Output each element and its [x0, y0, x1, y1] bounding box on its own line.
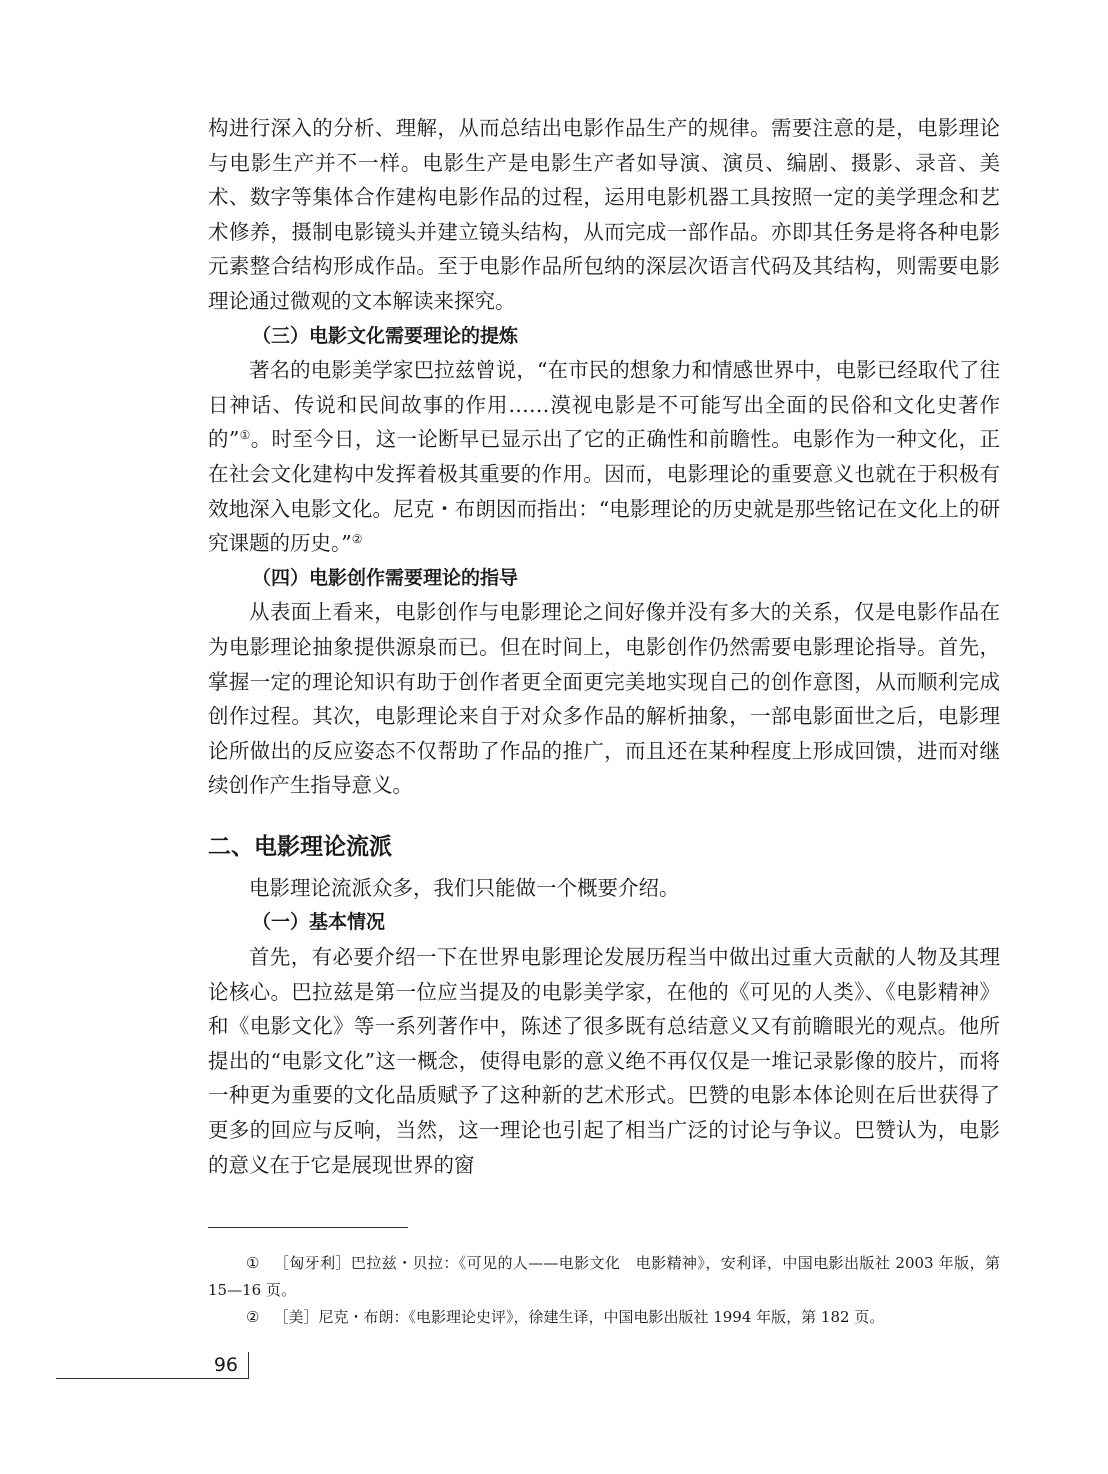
footnote-ref-1[interactable]: ①	[239, 428, 251, 443]
subheading-1: （一）基本情况	[252, 911, 386, 934]
paragraph-balazs	[208, 353, 1000, 561]
footnote-1	[208, 1250, 1000, 1304]
section-heading-2: 二、电影理论流派	[208, 833, 392, 860]
subheading-4: （四）电影创作需要理论的指导	[252, 566, 519, 589]
footnote-divider	[208, 1227, 408, 1228]
footnote-ref-2[interactable]: ②	[351, 532, 363, 547]
paragraph-balazs-a: 著名的电影美学家巴拉兹曾说，“在市民的想象力和情感世界中，电影已经取代了往日神话、传说和民间故事的作用……漠视电影是不可能写出全面的民俗和文化史著作的”	[208, 358, 1000, 452]
page-number: 96	[213, 1354, 238, 1376]
footnote-2-text: ［美］尼克・布朗：《电影理论史评》，徐建生译，中国电影出版社 1994 年版，第 182 页。	[273, 1308, 885, 1326]
footnote-2	[208, 1304, 1000, 1331]
paragraph-intro: 电影理论流派众多，我们只能做一个概要介绍。	[249, 875, 680, 900]
paragraph-basic: 首先，有必要介绍一下在世界电影理论发展历程当中做出过重大贡献的人物及其理论核心。巴拉兹是第一位应当提及的电影美学家，在他的《可见的人类》、《电影精神》和《电影文化》等一系列著作中，陈述了很多既有总结意义又有前瞻眼光的观点。他所提出的“电影文化”这一概念，使得电影的意义绝不再仅仅是一堆记录影像的胶片，而将一种更为重要的文化品质赋予了这种新的艺术形式。巴赞的电影本体论则在后世获得了更多的回应与反响，当然，这一理论也引起了相当广泛的讨论与争议。巴赞认为，电影的意义在于它是展现世界的窗	[208, 945, 1000, 1177]
footnote-2-mark: ②	[246, 1308, 260, 1326]
body-text	[208, 111, 1000, 1182]
page-number-box	[56, 1352, 249, 1379]
paragraph-continued: 构进行深入的分析、理解，从而总结出电影作品生产的规律。需要注意的是，电影理论与电影生产并不一样。电影生产是电影生产者如导演、演员、编剧、摄影、录音、美术、数字等集体合作建构电影作品的过程，运用电影机器工具按照一定的美学理念和艺术修养，摄制电影镜头并建立镜头结构，从而完成一部作品。亦即其任务是将各种电影元素整合结构形成作品。至于电影作品所包纳的深层次语言代码及其结构，则需要电影理论通过微观的文本解读来探究。	[208, 116, 1000, 313]
paragraph-creation: 从表面上看来，电影创作与电影理论之间好像并没有多大的关系，仅是电影作品在为电影理论抽象提供源泉而已。但在时间上，电影创作仍然需要电影理论指导。首先，掌握一定的理论知识有助于创作者更全面更完美地实现自己的创作意图，从而顺利完成创作过程。其次，电影理论来自于对众多作品的解析抽象，一部电影面世之后，电影理论所做出的反应姿态不仅帮助了作品的推广，而且还在某种程度上形成回馈，进而对继续创作产生指导意义。	[208, 600, 1000, 798]
paragraph-balazs-b: 。时至今日，这一论断早已显示出了它的正确性和前瞻性。电影作为一种文化，正在社会文化建构中发挥着极其重要的作用。因而，电影理论的重要意义也就在于积极有效地深入电影文化。尼克・布朗因而指出：“电影理论的历史就是那些铭记在文化上的研究课题的历史。”	[208, 427, 1000, 556]
subheading-3: （三）电影文化需要理论的提炼	[252, 324, 519, 347]
footnote-1-mark: ①	[246, 1254, 260, 1272]
footnote-1-text: ［匈牙利］巴拉兹・贝拉：《可见的人——电影文化 电影精神》，安利译，中国电影出版社 2003 年版，第 15—16 页。	[208, 1254, 1000, 1299]
